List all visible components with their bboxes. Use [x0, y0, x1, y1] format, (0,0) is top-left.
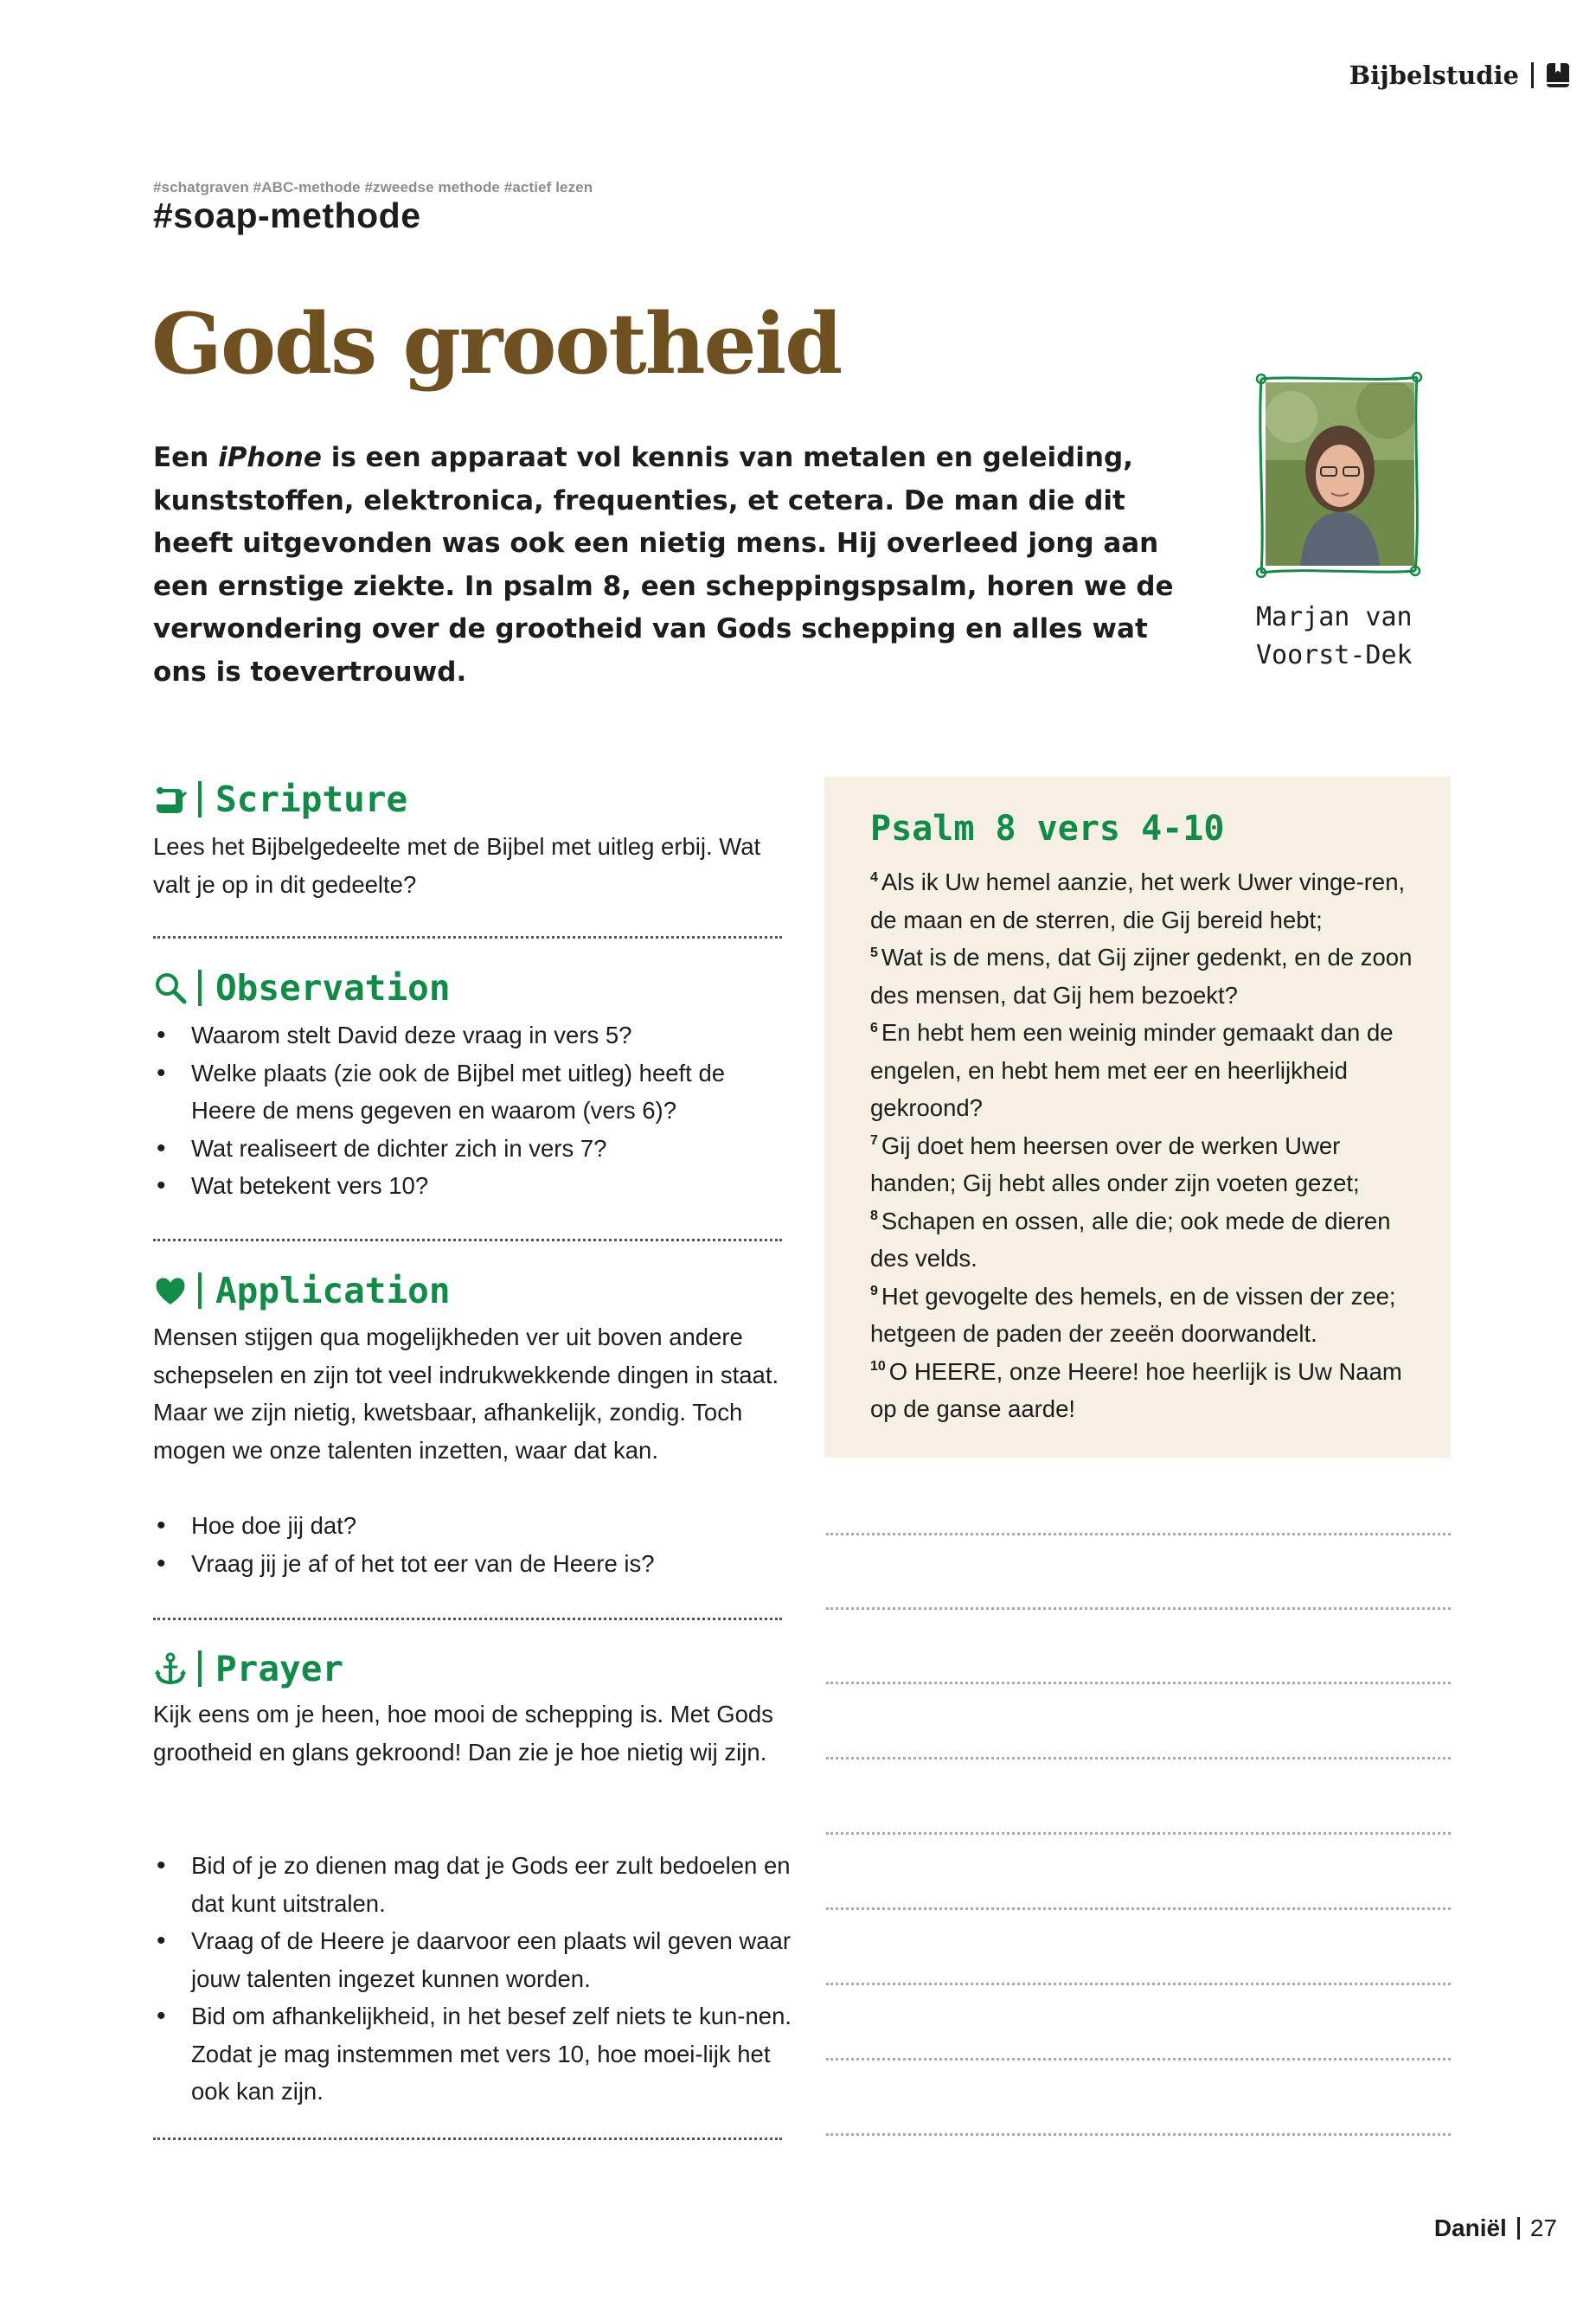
verse-text: Als ik Uw hemel aanzie, het werk Uwer vinge-ren, de maan en de sterren, die Gij bereid hebt; — [870, 868, 1406, 933]
heading-separator — [198, 1650, 202, 1687]
verse-text: Wat is de mens, dat Gij zijner gedenkt, en de zoon des mensen, dat Gij hem bezoekt? — [870, 944, 1413, 1009]
anchor-icon — [153, 1651, 188, 1686]
list-item: • Bid om afhankelijkheid, in het besef zelf niets te kun-nen. Zodat je mag instemmen met vers 10, hoe moei-lijk het ook kan zijn. — [153, 1997, 793, 2111]
application-heading — [153, 1270, 451, 1311]
application-title: Application — [215, 1270, 451, 1311]
page-title: Gods grootheid — [151, 295, 842, 393]
note-line — [826, 1533, 1451, 1535]
scroll-icon — [153, 782, 188, 817]
note-line — [826, 1832, 1451, 1835]
application-list — [153, 1507, 793, 1582]
observation-title: Observation — [215, 967, 451, 1009]
list-item: • Vraag jij je af of het tot eer van de Heere is? — [153, 1545, 793, 1583]
verse-number: 6 — [870, 1020, 878, 1035]
verse-text: Het gevogelte des hemels, en de vissen der zee; hetgeen de paden der zeeën doorwandelt. — [870, 1282, 1396, 1347]
note-line — [826, 1907, 1451, 1910]
verse-text: Schapen en ossen, alle die; ook mede de dieren des velds. — [870, 1207, 1391, 1272]
prayer-text: Kijk eens om je heen, hoe mooi de schepping is. Met Gods grootheid en glans gekroond! Dan zie je hoe nietig wij zijn. — [153, 1701, 773, 1766]
heart-icon — [153, 1273, 188, 1308]
verse-text: Gij doet hem heersen over de werken Uwer handen; Gij hebt alles onder zijn voeten gezet; — [870, 1131, 1360, 1196]
footer-divider — [1517, 2217, 1520, 2240]
application-text: Mensen stijgen qua mogelijkheden ver uit boven andere schepselen en zijn tot veel indrukwekkende dingen in staat. Maar we zijn nietig, kwetsbaar, afhankelijk, zondig. Toch mogen we onze talenten inzetten, waar dat kan. — [153, 1324, 779, 1464]
intro-device: iPhone — [218, 442, 322, 473]
divider — [153, 1618, 782, 1620]
verse — [870, 868, 1405, 933]
scripture-heading — [153, 779, 407, 820]
verse — [870, 1132, 1360, 1197]
list-item: • Waarom stelt David deze vraag in vers 5? — [153, 1016, 793, 1054]
psalm-title: Psalm 8 vers 4-10 — [870, 809, 1225, 849]
note-line — [826, 1682, 1451, 1684]
header-divider — [1531, 62, 1534, 88]
verse-number: 10 — [870, 1359, 886, 1375]
psalm-text — [870, 863, 1424, 1428]
verse-number: 7 — [870, 1133, 878, 1149]
heading-separator — [198, 1272, 202, 1309]
list-item: • Wat betekent vers 10? — [153, 1167, 793, 1205]
list-item: • Wat realiseert de dichter zich in vers 7? — [153, 1130, 793, 1168]
tag-list: #schatgraven #ABC-methode #zweedse methode #actief lezen — [153, 179, 593, 195]
divider — [153, 2138, 782, 2140]
prayer-heading — [153, 1648, 343, 1689]
magazine-name: Daniël — [1433, 2214, 1507, 2241]
intro-rest: is een apparaat vol kennis van metalen en geleiding, kunststoffen, elektronica, frequenties, et cetera. De man die dit heeft uitgevonden was ook een nietig mens. Hij overleed jong aan een ernstige ziekte. In psalm 8, een scheppingspsalm, horen we de verwondering over de grootheid van Gods schepping en alles wat ons is toevertrouwd. — [153, 442, 1174, 688]
verse-number: 9 — [870, 1284, 878, 1299]
note-line — [826, 2133, 1451, 2136]
verse-text: En hebt hem een weinig minder gemaakt dan de engelen, en hebt hem met eer en heerlijkheid gekroond? — [870, 1019, 1394, 1121]
divider — [153, 1239, 782, 1241]
verse — [870, 1208, 1391, 1272]
observation-list — [153, 1016, 793, 1205]
magnifier-icon — [153, 971, 188, 1005]
verse-text: O HEERE, onze Heere! hoe heerlijk is Uw Naam op de ganse aarde! — [870, 1357, 1402, 1422]
list-item: • Hoe doe jij dat? — [153, 1507, 793, 1545]
page-footer — [1434, 2214, 1557, 2242]
verse — [870, 944, 1412, 1009]
author-photo — [1266, 382, 1414, 566]
verse-number: 4 — [870, 869, 878, 885]
list-item: • Vraag of de Heere je daarvoor een plaats wil geven waar jouw talenten ingezet kunnen worden. — [153, 1922, 793, 1997]
section-header — [1349, 61, 1570, 90]
note-line — [826, 2058, 1451, 2061]
observation-heading — [153, 967, 451, 1009]
author-name: Marjan van Voorst-Dek — [1256, 602, 1413, 670]
list-item: • Welke plaats (zie ook de Bijbel met uitleg) heeft de Heere de mens gegeven en waarom (vers 6)? — [153, 1054, 793, 1130]
section-title: Bijbelstudie — [1349, 61, 1519, 90]
verse — [870, 1019, 1394, 1121]
scripture-title: Scripture — [215, 779, 408, 820]
heading-separator — [198, 781, 202, 817]
heading-separator — [198, 970, 202, 1006]
page-number: 27 — [1529, 2214, 1557, 2241]
verse-number: 8 — [870, 1208, 878, 1224]
note-line — [826, 1983, 1451, 1985]
note-line — [826, 1607, 1451, 1610]
book-icon — [1546, 62, 1570, 88]
prayer-title: Prayer — [215, 1648, 344, 1689]
method-tag: #soap-methode — [153, 195, 421, 235]
verse — [870, 1283, 1396, 1348]
intro-lead: Een — [153, 442, 209, 473]
verse — [870, 1358, 1402, 1423]
prayer-list — [153, 1847, 793, 2111]
divider — [153, 936, 782, 939]
note-line — [826, 1757, 1451, 1759]
scripture-text: Lees het Bijbelgedeelte met de Bijbel met uitleg erbij. Wat valt je op in dit gedeelte? — [153, 833, 761, 898]
intro-paragraph — [153, 437, 1174, 694]
list-item: • Bid of je zo dienen mag dat je Gods eer zult bedoelen en dat kunt uitstralen. — [153, 1847, 793, 1922]
verse-number: 5 — [870, 945, 878, 960]
